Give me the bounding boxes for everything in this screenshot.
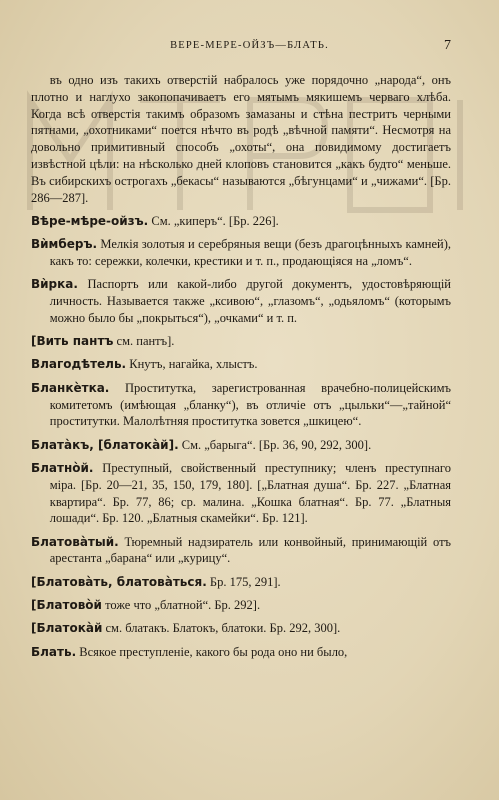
entry-text: Мелкія золотыя и серебряныя вещи (безъ драгоцѣнныхъ камней), какъ то: сережки, колечки, крестики и т. п., продающіяся на „ломъ“. — [49, 237, 451, 268]
paragraph-text: въ одно изъ такихъ отверстій набралось уже порядочно „народа“, онъ плотно и наглухо закопопачиваетъ его мятымъ мякишемъ черваго хлѣба. Когда всѣ отверстія такимъ образомъ замазаны и стѣна пестритъ черными пятнами, „охотниками“ поется нѣчто въ родѣ „вѣчной памяти“. Несмотря на довольно примитивный способъ „охоты“, она повидимому достигаетъ извѣстной цѣли: на нѣсколько дней клоповъ становится „какъ будто“ меньше. Въ сибирскихъ острогахъ „бекасы“ называются „бѣгунцами“ и „чижами“. [Бр. 286—287]. — [31, 73, 451, 205]
entry-headword: Блать. — [31, 644, 77, 659]
dictionary-entry — [31, 276, 451, 326]
entry-headword: Вѝмберъ. — [31, 237, 98, 252]
dictionary-entry — [31, 597, 451, 614]
continuation-paragraph — [31, 72, 451, 206]
dictionary-entry — [31, 644, 451, 661]
dictionary-entry — [31, 333, 451, 350]
entry-text: Паспортъ или какой-либо другой документъ, удостовѣряющій личность. Называется также „ксивою“, „глазомъ“, „одьяломъ“ (которымъ можно было бы „покрыться“), „очками“ и т. п. — [49, 277, 451, 325]
entry-text: Тюремный надзиратель или конвойный, принимающій отъ арестанта „барана“ или „курицу“. — [49, 534, 451, 566]
running-head: ВЕРЕ-МЕРЕ-ОЙЗЪ—БЛАТЬ. — [170, 40, 329, 51]
entry-text: Преступный, свойственный преступнику; членъ преступнаго міра. [Бр. 20—21, 35, 150, 179, 180]. [„Блатная душа“. Бр. 227. „Блатная квартира“. Бр. 77, 86; ср. малина. „Кошка блатная“. Бр. 77. „Блатныя лошади“. Бр. 120. „Блатныя скамейки“. Бр. 121]. — [49, 460, 451, 526]
dictionary-entry — [31, 213, 451, 230]
entry-text: См. „барыга“. [Бр. 36, 90, 292, 300]. — [178, 437, 372, 452]
entry-headword: Вѝрка. — [31, 277, 78, 292]
entry-text: Кнутъ, нагайка, хлыстъ. — [126, 357, 258, 372]
entry-headword: Блатàкъ, [блатокàй]. — [31, 437, 179, 452]
entry-headword: [Блатокàй — [31, 621, 103, 636]
entry-text: см. пантъ]. — [113, 334, 175, 349]
dictionary-entry — [31, 437, 451, 454]
entry-text: Всякое преступленіе, какого бы рода оно ни было, — [76, 644, 348, 659]
page-number: 7 — [444, 38, 451, 53]
entry-headword: Вѣре-мѣре-ойзъ. — [31, 213, 149, 228]
entry-headword: Бланкѐтка. — [31, 380, 110, 395]
entry-text: см. блатакъ. Блатокъ, блатоки. Бр. 292, 300]. — [102, 621, 341, 636]
entry-headword: [Блатовàть, блатовàться. — [31, 574, 207, 589]
entry-text: Бр. 175, 291]. — [206, 574, 281, 589]
entry-text: Проститутка, зарегистрованная врачебно-полицейскимъ комитетомъ (имѣющая „бланку“), въ отличіе отъ „цыльки“—„тайной“ проститутки. Малолѣтняя проститутка зовется „шкицею“. — [49, 380, 451, 429]
entry-text: тоже что „блатной“. Бр. 292]. — [101, 598, 261, 613]
dictionary-entry — [31, 460, 451, 527]
entry-headword: Влагодѣтель. — [31, 357, 127, 372]
entry-text: См. „киперъ“. [Бр. 226]. — [148, 213, 279, 228]
entry-headword: [Вить пантъ — [31, 334, 114, 349]
entry-headword: Блатовàтый. — [31, 534, 119, 549]
dictionary-entry — [31, 534, 451, 568]
dictionary-entry — [31, 380, 451, 430]
entry-headword: Блатнòй. — [31, 460, 94, 475]
page-header — [0, 40, 499, 56]
dictionary-entry — [31, 236, 451, 270]
dictionary-entry — [31, 574, 451, 591]
body-text — [31, 72, 451, 660]
entry-headword: [Блатовòй — [31, 598, 102, 613]
dictionary-entry — [31, 620, 451, 637]
dictionary-entry — [31, 356, 451, 373]
